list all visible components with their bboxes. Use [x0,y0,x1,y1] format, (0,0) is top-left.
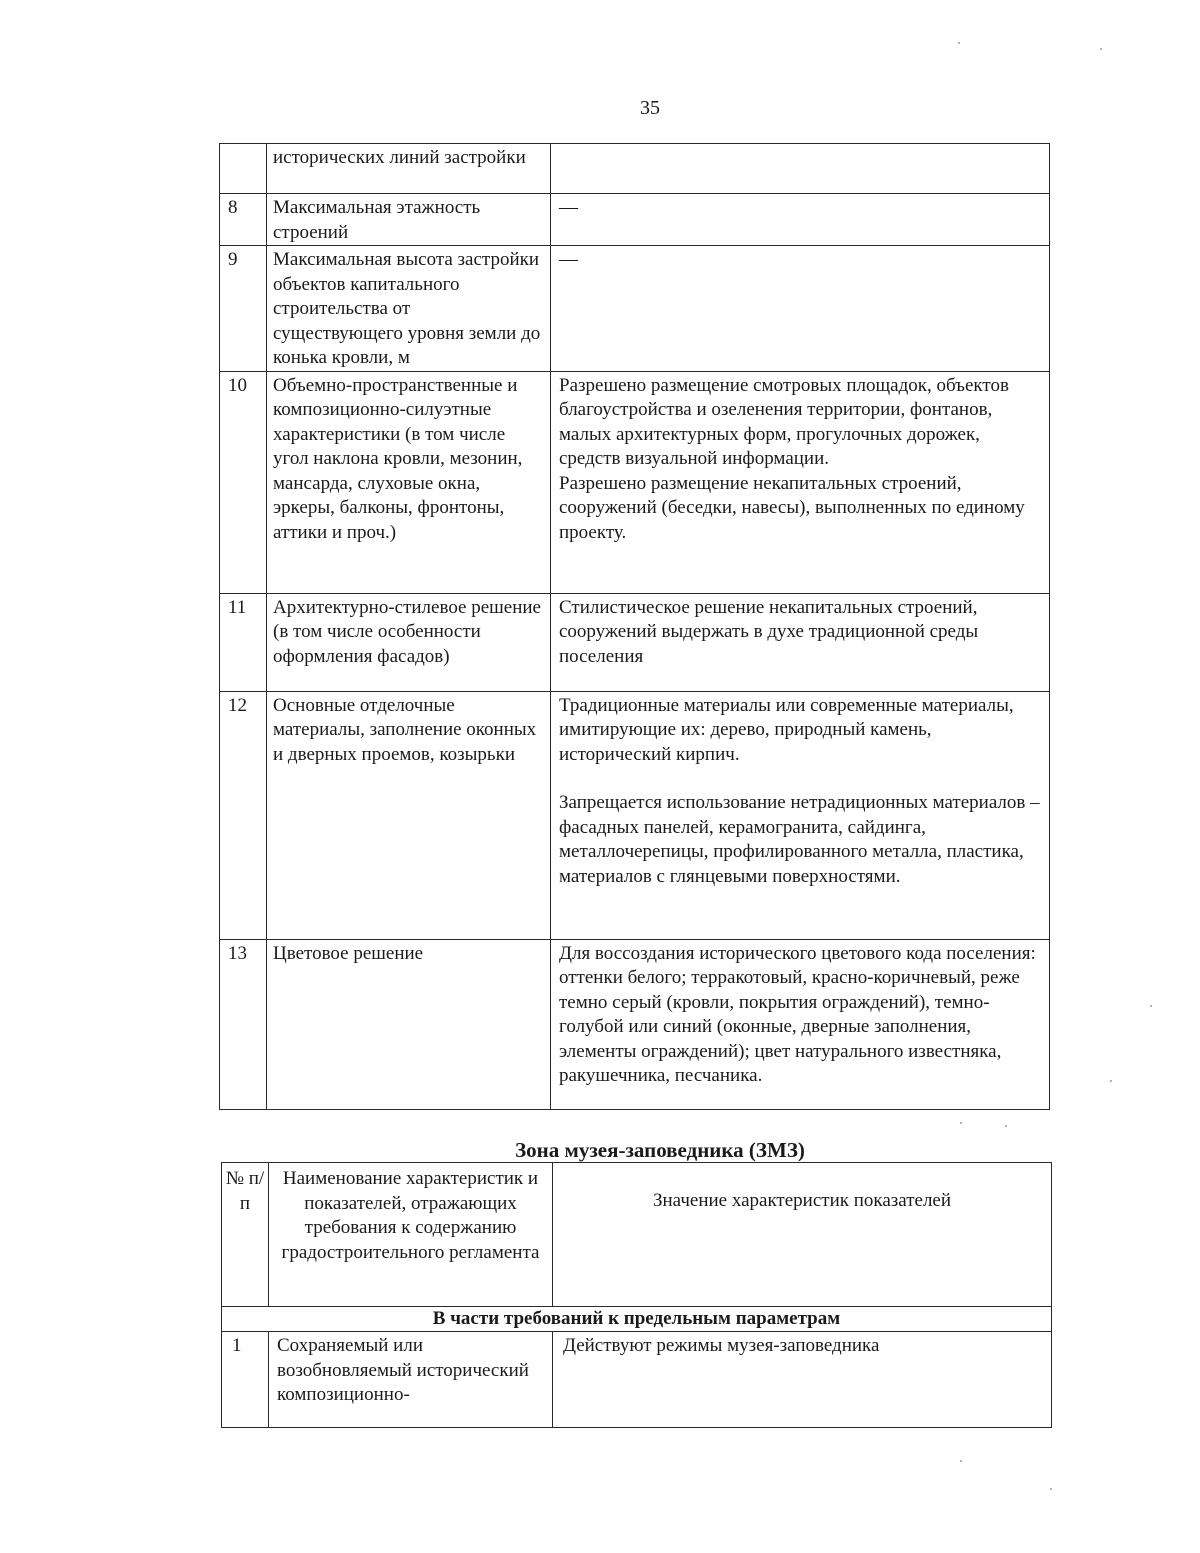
row-number: 12 [220,691,267,939]
zone-title: Зона музея-заповедника (ЗМЗ) [515,1138,805,1162]
scan-speck [1110,1080,1112,1082]
table-row [222,1332,1052,1428]
table-row [220,246,1050,372]
characteristic-name: Сохраняемый или возобновляемый исторический композиционно- [269,1332,553,1428]
scan-speck [1050,1488,1052,1490]
characteristic-value [551,691,1050,939]
row-number: 9 [220,246,267,372]
scan-speck [960,1122,962,1124]
value-paragraph: Для воссоздания исторического цветового кода поселения: оттенки белого; терракотовый, красно-коричневый, реже темно серый (кровли, покрытия ограждений), темно-голубой или синий (оконные, дверные заполнения, элементы ограждений); цвет натурального известняка, ракушечника, песчаника. [559,942,1036,1086]
regulations-table [219,143,1050,1110]
characteristic-value [551,939,1050,1109]
value-dash: — [559,249,578,270]
table-header-row [222,1163,1052,1307]
scan-speck [958,42,960,44]
value-paragraph: Разрешено размещение смотровых площадок, объектов благоустройства и озеленения территории, фонтанов, малых архитектурных форм, прогулочных дорожек, средств визуальной информации. [559,374,1009,469]
characteristic-value [551,144,1050,194]
header-value: Значение характеристик показателей [553,1163,1052,1307]
characteristic-name: Максимальная этажность строений [267,194,551,246]
characteristic-name: Цветовое решение [267,939,551,1109]
section-heading: В части требований к предельным параметрам [222,1307,1052,1332]
row-number: 1 [222,1332,269,1428]
value-paragraph: Разрешено размещение некапитальных строений, сооружений (беседки, навесы), выполненных по единому проекту. [559,472,1025,543]
value-paragraph: Запрещается использование нетрадиционных материалов – фасадных панелей, керамогранита, сайдинга, металлочерепицы, профилированного металла, пластика, материалов с глянцевыми поверхностями. [559,792,1040,887]
characteristic-name: исторических линий застройки [267,144,551,194]
section-row [222,1307,1052,1332]
table-row [220,691,1050,939]
characteristic-name: Максимальная высота застройки объектов капитального строительства от существующего уровня земли до конька кровли, м [267,246,551,372]
table-row [220,194,1050,246]
row-number: 11 [220,593,267,691]
characteristic-value [551,246,1050,372]
row-number: 8 [220,194,267,246]
zone-table [221,1162,1052,1428]
characteristic-value [551,371,1050,593]
row-number: 10 [220,371,267,593]
characteristic-value [551,194,1050,246]
scan-speck [1150,1005,1152,1007]
value-paragraph: Стилистическое решение некапитальных строений, сооружений выдержать в духе традиционной среды поселения [559,596,979,667]
characteristic-name: Объемно-пространственные и композиционно-силуэтные характеристики (в том числе угол наклона кровли, мезонин, мансарда, слуховые окна, эркеры, балконы, фронтоны, аттики и проч.) [267,371,551,593]
characteristic-name: Архитектурно-стилевое решение (в том числе особенности оформления фасадов) [267,593,551,691]
scan-speck [1100,48,1102,50]
scan-speck [1005,1125,1007,1127]
table-row [220,593,1050,691]
value-paragraph: Традиционные материалы или современные материалы, имитирующие их: дерево, природный камень, исторический кирпич. [559,694,1014,765]
row-number [220,144,267,194]
header-name: Наименование характеристик и показателей, отражающих требования к содержанию градостроительного регламента [269,1163,553,1307]
value-dash: — [559,197,578,218]
characteristic-value: Действуют режимы музея-заповедника [553,1332,1052,1428]
header-number: № п/п [222,1163,269,1307]
scan-speck [960,1460,962,1462]
characteristic-value [551,593,1050,691]
row-number: 13 [220,939,267,1109]
paragraph-gap [559,767,1041,791]
table-row [220,939,1050,1109]
table-row [220,144,1050,194]
table-row [220,371,1050,593]
page-number: 35 [640,97,660,119]
characteristic-name: Основные отделочные материалы, заполнение оконных и дверных проемов, козырьки [267,691,551,939]
